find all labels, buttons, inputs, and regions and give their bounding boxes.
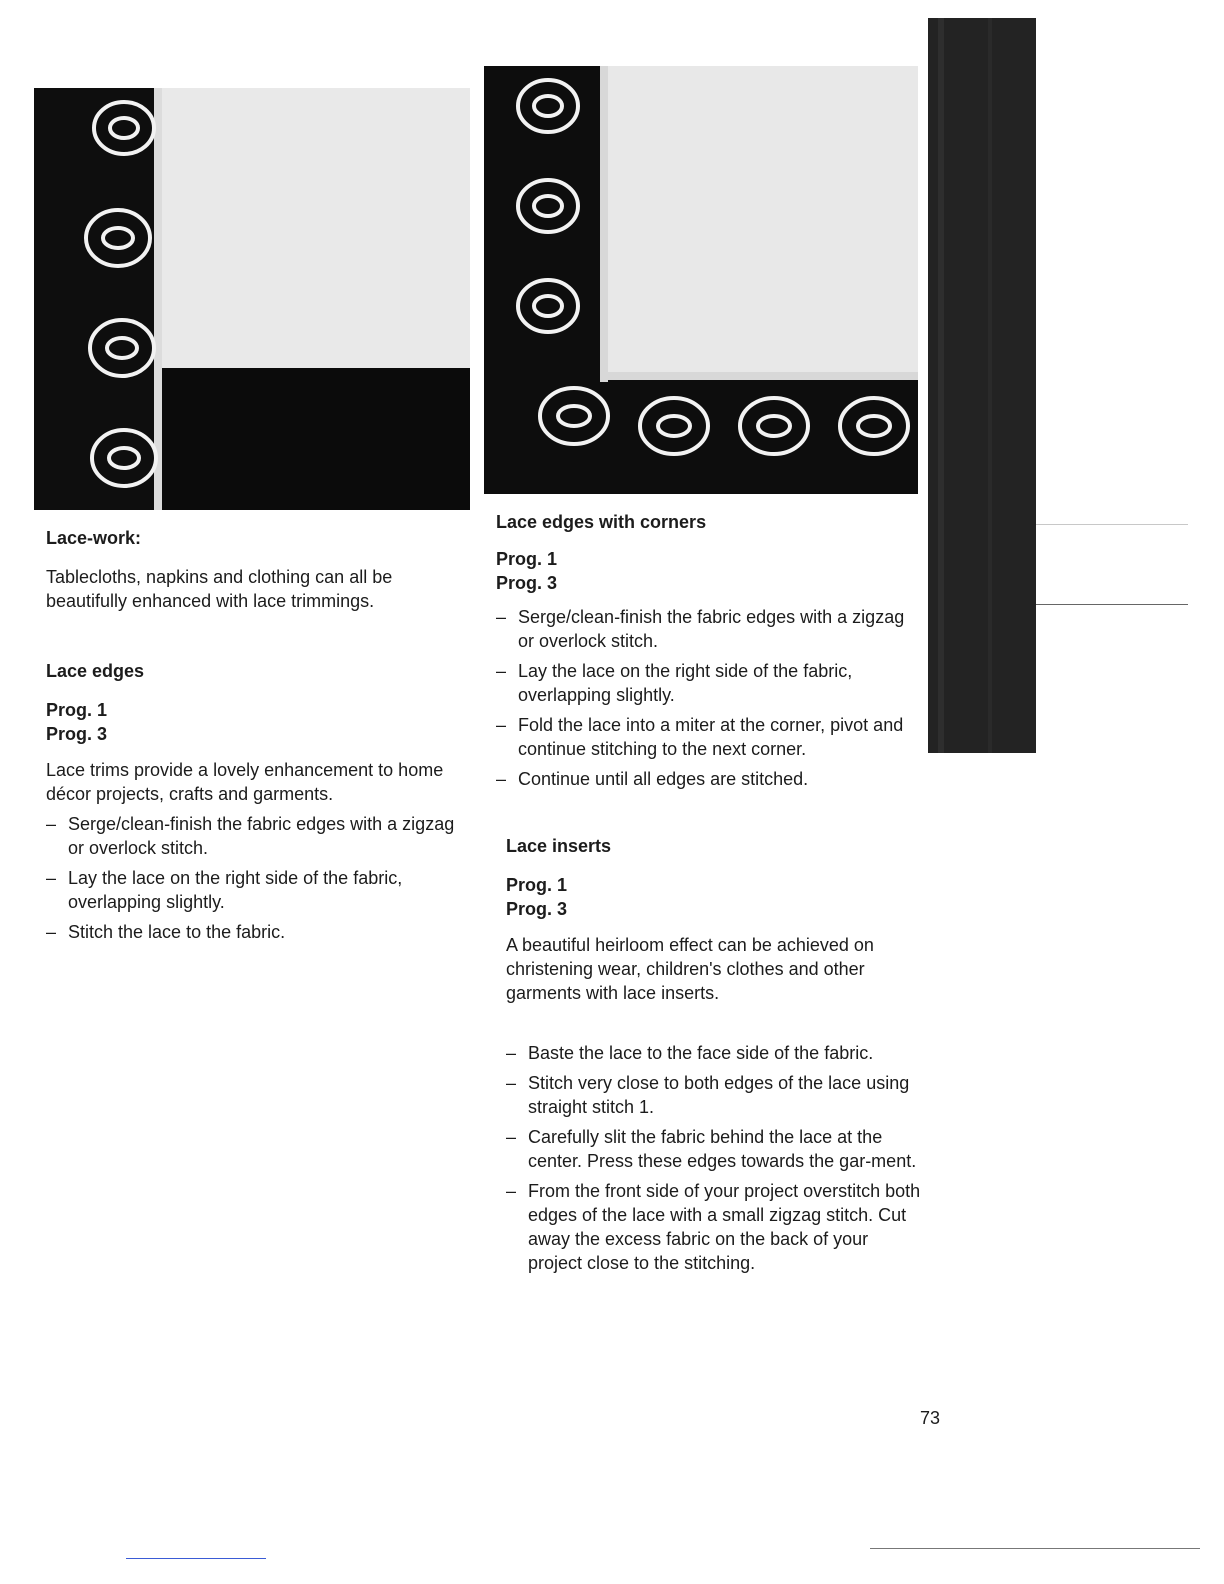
lace-inserts-step: – Stitch very close to both edges of the lace using straight stitch 1. (506, 1071, 926, 1119)
lace-corners-step: – Lay the lace on the right side of the fabric, overlapping slightly. (496, 659, 916, 707)
lace-inserts-prog-3: Prog. 3 (506, 899, 568, 919)
lace-edges-title: Lace edges (46, 661, 145, 681)
lace-edges-step: – Lay the lace on the right side of the fabric, overlapping slightly. (46, 866, 456, 914)
lace-inserts-title: Lace inserts (506, 836, 612, 856)
lace-corners-prog-3: Prog. 3 (496, 573, 558, 593)
lace-corners-step: – Continue until all edges are stitched. (496, 767, 916, 791)
lace-corner-photo (484, 66, 918, 494)
lace-inserts-step: – Baste the lace to the face side of the fabric. (506, 1041, 926, 1065)
lace-inserts-prog-1: Prog. 1 (506, 875, 568, 895)
side-rule-bottom (1036, 604, 1188, 605)
lacework-heading: Lace-work: (46, 528, 142, 548)
page-number: 73 (920, 1408, 941, 1428)
lace-corners-title: Lace edges with corners (496, 512, 707, 532)
lace-edges-body: Lace trims provide a lovely enhancement to home décor projects, crafts and garments. (46, 760, 444, 804)
right-column-inserts (506, 836, 926, 1281)
lace-inserts-step: – Carefully slit the fabric behind the lace at the center. Press these edges towards the gar-ment. (506, 1125, 926, 1173)
footer-rule-left (126, 1558, 266, 1559)
lace-edge-photo (34, 88, 470, 510)
lace-corners-step: – Serge/clean-finish the fabric edges with a zigzag or overlock stitch. (496, 605, 916, 653)
chapter-side-tab (928, 18, 1036, 753)
lace-corners-step: – Fold the lace into a miter at the corner, pivot and continue stitching to the next corner. (496, 713, 916, 761)
lace-edges-prog-3: Prog. 3 (46, 724, 108, 744)
lace-edges-step: – Serge/clean-finish the fabric edges with a zigzag or overlock stitch. (46, 812, 456, 860)
side-rule-top (1036, 524, 1188, 525)
lace-edges-step: – Stitch the lace to the fabric. (46, 920, 456, 944)
footer-rule-right (870, 1548, 1200, 1549)
lace-edges-prog-1: Prog. 1 (46, 700, 108, 720)
right-column-corners (496, 512, 916, 797)
lace-inserts-body: A beautiful heirloom effect can be achieved on christening wear, children's clothes and other garments with lace inserts. (506, 935, 874, 1003)
lace-corners-prog-1: Prog. 1 (496, 549, 558, 569)
lace-inserts-step: – From the front side of your project overstitch both edges of the lace with a small zigzag stitch. Cut away the excess fabric on the back of your project close to the stitching. (506, 1179, 926, 1275)
left-column (46, 528, 456, 950)
lacework-intro: Tablecloths, napkins and clothing can all be beautifully enhanced with lace trimmings. (46, 567, 393, 611)
